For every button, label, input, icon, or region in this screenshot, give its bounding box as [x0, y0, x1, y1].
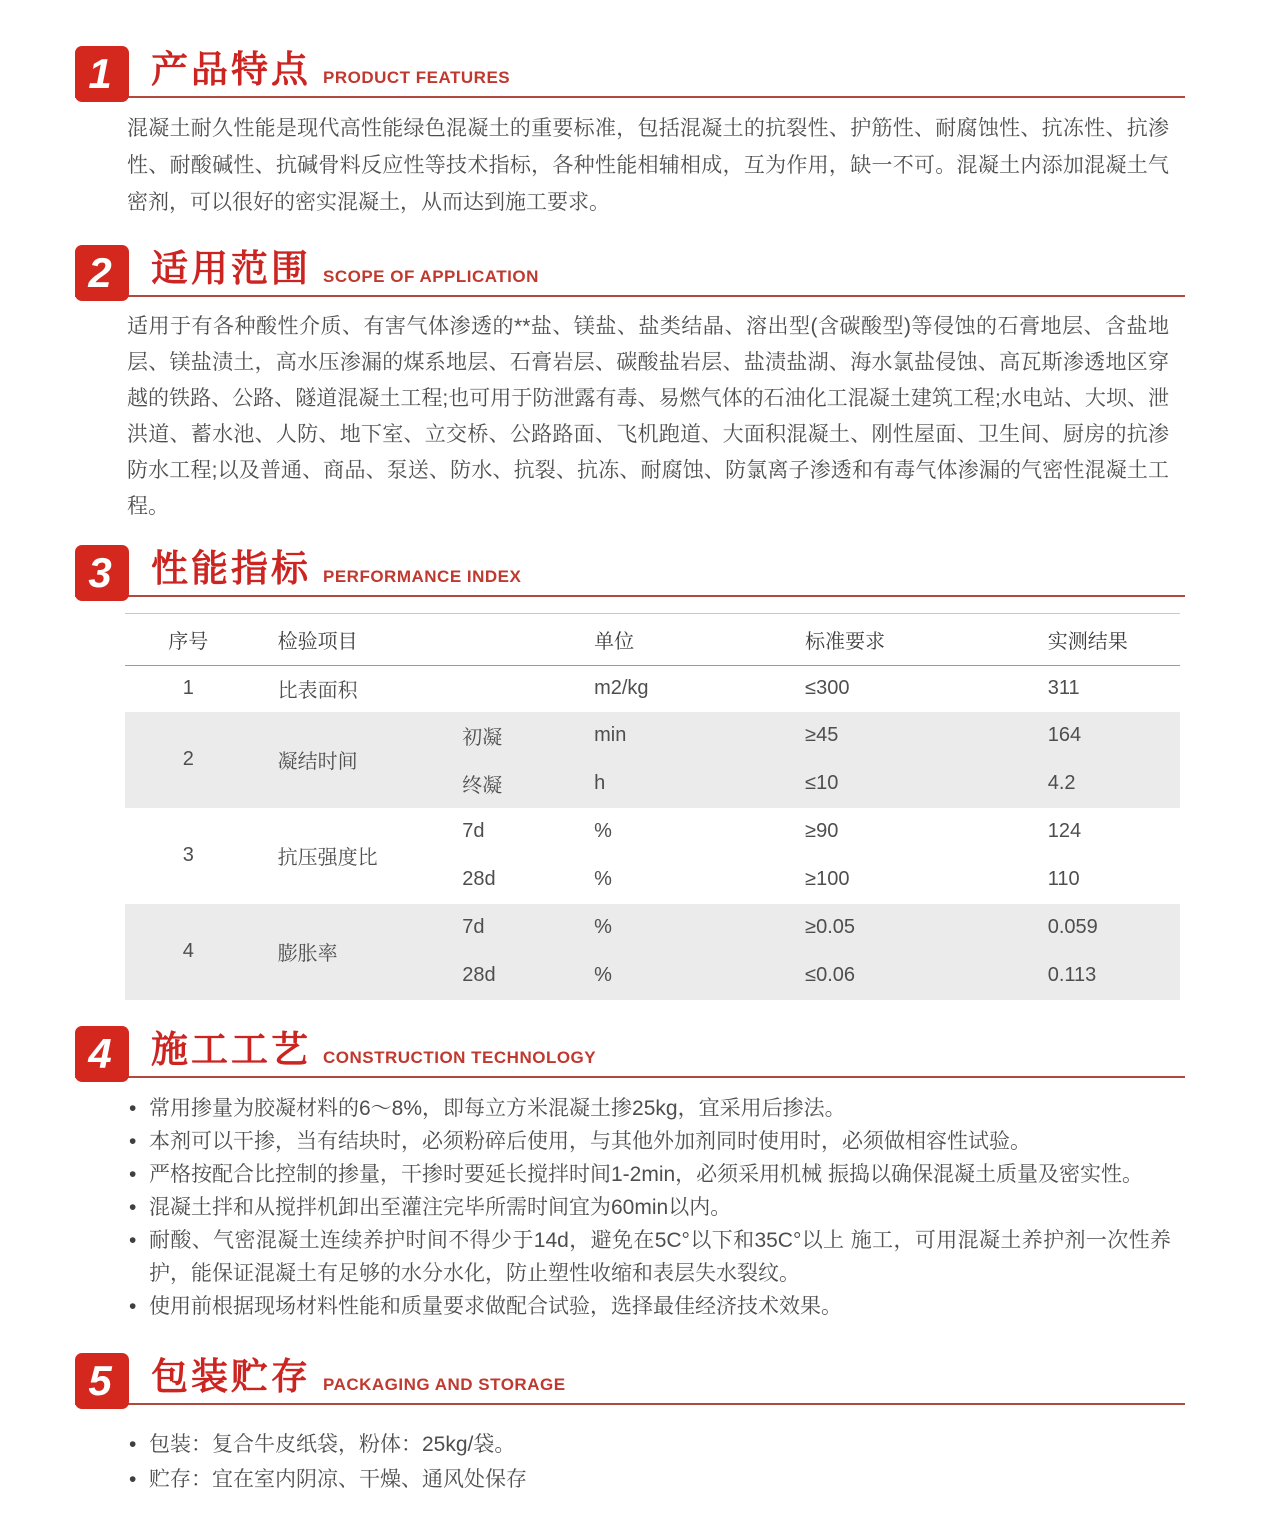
bullet-item: • 严格按配合比控制的掺量，干掺时要延长搅拌时间1-2min，必须采用机械 振捣以确保混凝土质量及密实性。: [127, 1158, 1171, 1191]
cell-unit: %: [568, 952, 779, 1000]
table-header-row: [125, 614, 1180, 666]
bullet-item: • 常用掺量为胶凝材料的6～8%，即每立方米混凝土掺25kg，宜采用后掺法。: [127, 1092, 1171, 1125]
section-1-title-en: PRODUCT FEATURES: [323, 68, 511, 87]
table-row: [125, 666, 1180, 712]
cell-result: 0.113: [1022, 952, 1180, 1000]
cell-item: 抗压强度比: [277, 847, 378, 869]
section-2-title-zh: 适用范围: [151, 248, 311, 289]
cell-subitem: 终凝: [436, 760, 568, 808]
section-2-title-en: SCOPE OF APPLICATION: [323, 267, 539, 286]
cell-no: 4: [125, 904, 252, 1000]
cell-unit: h: [568, 760, 779, 808]
section-1-header: [75, 46, 1185, 98]
cell-standard: ≤10: [779, 760, 1022, 808]
cell-subitem: 28d: [436, 952, 568, 1000]
cell-subitem: 7d: [462, 820, 485, 842]
cell-subitem: 28d: [462, 868, 496, 890]
section-packaging-and-storage: [75, 1353, 1185, 1497]
section-5-title-zh: 包装贮存: [151, 1355, 311, 1397]
section-1-title-zh: 产品特点: [151, 49, 311, 90]
section-scope-of-application: [75, 245, 1185, 525]
cell-standard: ≥0.05: [779, 904, 1022, 952]
section-1-paragraph: 混凝土耐久性能是现代高性能绿色混凝土的重要标准，包括混凝土的抗裂性、护筋性、耐腐蚀性、抗冻性、抗渗性、耐酸碱性、抗碱骨料反应性等技术指标，各种性能相辅相成，互为作用，缺一不可。混凝土内添加混凝土气密剂，可以很好的密实混凝土，从而达到施工要求。: [127, 117, 1169, 214]
section-3-header: [75, 545, 1185, 597]
cell-standard: ≤300: [805, 677, 850, 700]
bullet-item: • 耐酸、气密混凝土连续养护时间不得少于14d，避免在5C°以下和35C°以上 施工，可用混凝土养护剂一次性养护，能保证混凝土有足够的水分水化，防止塑性收缩和表层失水裂纹。: [127, 1224, 1171, 1290]
cell-item: 膨胀率: [252, 904, 437, 1000]
section-2-number: 2: [88, 249, 112, 296]
section-1-number: 1: [88, 50, 112, 97]
cell-no: 1: [182, 677, 194, 700]
section-3-title-en: PERFORMANCE INDEX: [323, 567, 522, 586]
section-4-header: [75, 1026, 1185, 1078]
performance-table: [125, 613, 1180, 1000]
col-header-item: 检验项目: [252, 614, 569, 666]
section-3-title-zh: 性能指标: [151, 548, 311, 589]
cell-result: 4.2: [1022, 760, 1180, 808]
cell-unit: min: [568, 712, 779, 760]
cell-standard: ≤0.06: [779, 952, 1022, 1000]
cell-result: 311: [1047, 677, 1080, 700]
cell-result: 124: [1047, 820, 1082, 842]
section-5-title-en: PACKAGING AND STORAGE: [323, 1374, 566, 1394]
section-2-paragraph: 适用于有各种酸性介质、有害气体渗透的**盐、镁盐、盐类结晶、溶出型(含碳酸型)等侵蚀的石膏地层、含盐地层、镁盐渍土，高水压渗漏的煤系地层、石膏岩层、碳酸盐岩层、盐渍盐湖、海水氯盐侵蚀、高瓦斯渗透地区穿越的铁路、公路、隧道混凝土工程;也可用于防泄露有毒、易燃气体的石油化工混凝土建筑工程;水电站、大坝、泄洪道、蓄水池、人防、地下室、立交桥、公路路面、飞机跑道、大面积混凝土、刚性屋面、卫生间、厨房的抗渗防水工程;以及普通、商品、泵送、防水、抗裂、抗冻、耐腐蚀、防氯离子渗透和有毒气体渗漏的气密性混凝土工程。: [127, 315, 1169, 518]
section-performance-index: [75, 545, 1185, 1000]
bullet-item: • 本剂可以干掺，当有结块时，必须粉碎后使用，与其他外加剂同时使用时，必须做相容性试验。: [127, 1125, 1171, 1158]
section-1-number-badge: [75, 46, 129, 102]
section-5-header: [75, 1353, 1185, 1405]
cell-standard: ≥45: [779, 712, 1022, 760]
section-2-number-badge: [75, 245, 129, 301]
section-construction-technology: [75, 1026, 1185, 1323]
col-header-result: 实测结果: [1022, 614, 1180, 666]
construction-bullet-list: [127, 1092, 1171, 1323]
table-row: [125, 808, 1180, 856]
cell-result: 164: [1022, 712, 1180, 760]
cell-subitem: [436, 666, 568, 712]
section-5-number: 5: [88, 1356, 112, 1404]
cell-standard: ≥90: [805, 820, 839, 842]
table-row: [125, 904, 1180, 952]
packaging-bullet-list: [127, 1427, 1171, 1497]
section-4-title-en: CONSTRUCTION TECHNOLOGY: [323, 1047, 597, 1067]
cell-subitem: 初凝: [436, 712, 568, 760]
col-header-standard: 标准要求: [779, 614, 1022, 666]
cell-unit: %: [594, 868, 612, 890]
section-4-title-zh: 施工工艺: [151, 1028, 311, 1070]
cell-standard: ≥100: [805, 868, 850, 890]
section-4-number: 4: [88, 1029, 112, 1077]
cell-unit: m2/kg: [594, 677, 649, 700]
cell-item: 凝结时间: [252, 712, 437, 808]
cell-no: 2: [125, 712, 252, 808]
cell-result: 0.059: [1022, 904, 1180, 952]
section-3-number: 3: [88, 549, 112, 596]
cell-item: 比表面积: [277, 680, 358, 703]
cell-result: 110: [1047, 868, 1080, 890]
bullet-item: • 使用前根据现场材料性能和质量要求做配合试验，选择最佳经济技术效果。: [127, 1290, 1171, 1323]
section-2-header: [75, 245, 1185, 297]
col-header-unit: 单位: [568, 614, 779, 666]
section-product-features: [75, 46, 1185, 221]
cell-no: 3: [182, 844, 194, 866]
cell-unit: %: [594, 820, 612, 842]
section-5-number-badge: [75, 1353, 129, 1409]
col-header-no: 序号: [125, 614, 252, 666]
section-4-number-badge: [75, 1026, 129, 1082]
cell-subitem: 7d: [436, 904, 568, 952]
bullet-item: • 混凝土拌和从搅拌机卸出至灌注完毕所需时间宜为60min以内。: [127, 1191, 1171, 1224]
cell-unit: %: [568, 904, 779, 952]
bullet-item: • 贮存：宜在室内阴凉、干燥、通风处保存: [127, 1462, 1171, 1497]
bullet-item: • 包装：复合牛皮纸袋，粉体：25kg/袋。: [127, 1427, 1171, 1462]
table-row: [125, 712, 1180, 760]
section-3-number-badge: [75, 545, 129, 601]
